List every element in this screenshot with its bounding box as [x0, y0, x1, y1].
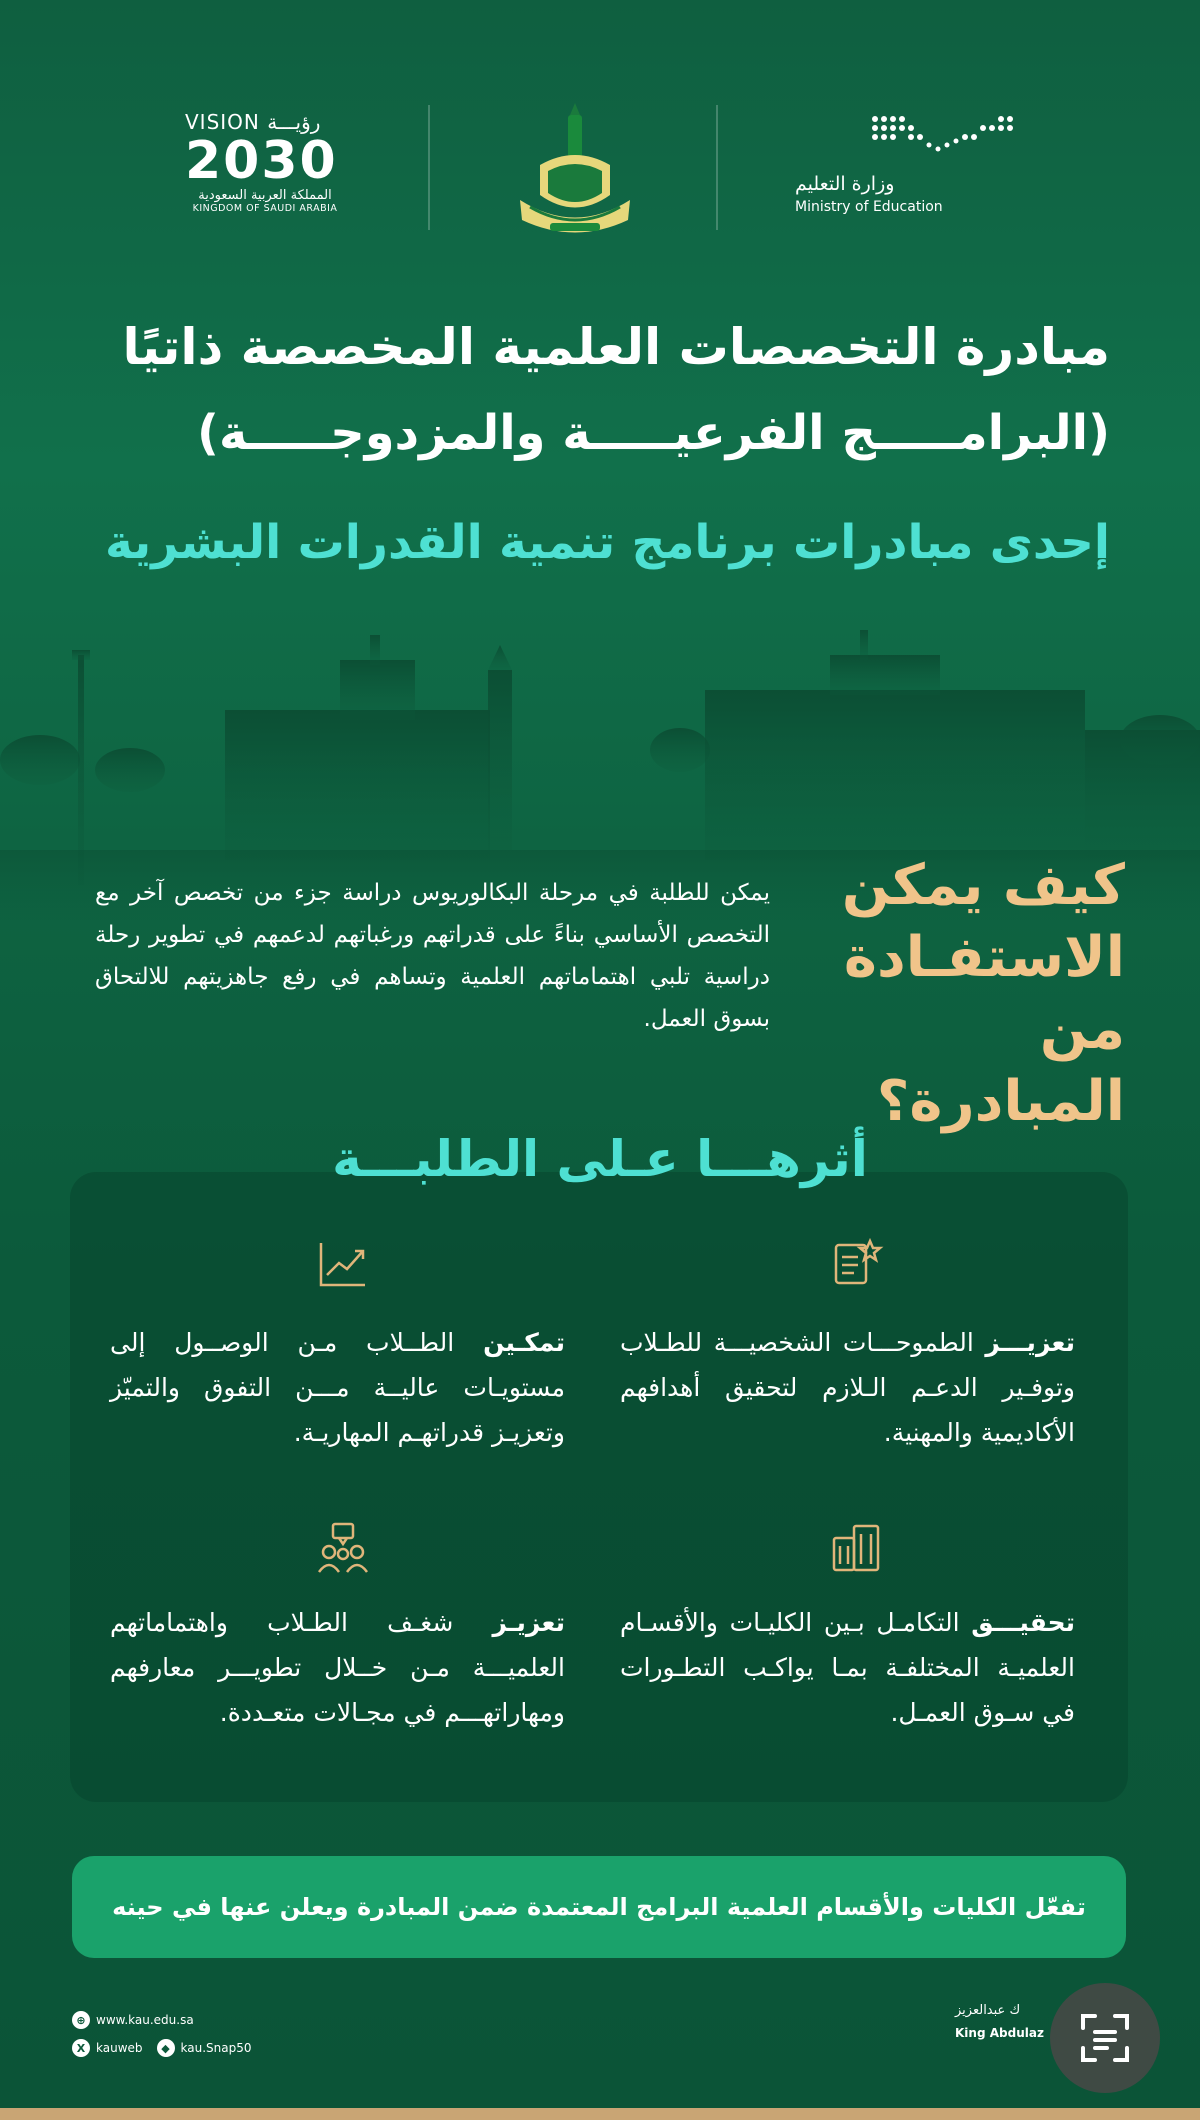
- headline-title: مبادرة التخصصات العلمية المخصصة ذاتيًا: [122, 318, 1110, 376]
- vision-label: VISION رؤيـــة: [185, 110, 321, 134]
- bottom-strip: [0, 2108, 1200, 2120]
- buildings-icon: [828, 1520, 884, 1576]
- effect-item-text: الطــلاب مـن الوصــول إلى مستويـات عاليــة مـــن التفوق والتميّز وتعزيـز قدراتهـم المهاريـة.: [110, 1328, 565, 1447]
- logo-divider: [716, 105, 718, 230]
- note-banner: [72, 1856, 1126, 1958]
- scan-text-button[interactable]: [1050, 1983, 1160, 2093]
- footer-uni-en: King Abdulaz: [955, 2026, 1044, 2040]
- university-emblem: [510, 95, 640, 245]
- program-tagline: إحدى مبادرات برنامج تنمية القدرات البشرية: [105, 515, 1110, 570]
- vision-country-en: KINGDOM OF SAUDI ARABIA: [192, 203, 338, 214]
- trend-chart-icon: [315, 1235, 371, 1291]
- footer: [0, 1995, 1200, 2095]
- how-answer-text: يمكن للطلبة في مرحلة البكالوريوس دراسة جزء من تخصص آخر مع التخصص الأساسي بناءً على قدراتهم ورغباتهم لدعمهم في تطوير رحلة دراسية تلبي اهتماماتهم العلمية وتساهم في رفع جاهزيتهم للالتحاق بسوق العمل.: [95, 880, 770, 1032]
- ministry-dots-icon: [870, 113, 1020, 157]
- website-link[interactable]: [72, 2011, 194, 2029]
- snapchat-icon: ◆: [157, 2039, 175, 2057]
- effect-item-keyword: تحقيـــق: [971, 1608, 1075, 1637]
- how-question-heading: كيف يمكن الاستفـادة من المبادرة؟: [841, 853, 1125, 1134]
- effect-item-keyword: تعزيـز: [492, 1608, 565, 1637]
- effect-item-keyword: تمكـين: [483, 1328, 565, 1357]
- effect-item-text: التكامـل بـين الكليـات والأقسـام العلميـة المختلفـة بمـا يواكـب التطـورات في سـوق العمـل.: [620, 1608, 1075, 1727]
- effect-item: [110, 1600, 565, 1735]
- ministry-name-ar: وزارة التعليم: [795, 173, 895, 195]
- website-text: www.kau.edu.sa: [96, 2013, 194, 2027]
- ministry-of-education-logo: [795, 113, 1025, 215]
- effect-item: [110, 1320, 565, 1455]
- effect-item-text: الطموحـــات الشخصيـــة للطـلاب وتوفـير الدعـم الـلازم لتحقيق أهدافهم الأكاديمية والمهنية.: [620, 1328, 1075, 1447]
- x-icon: X: [72, 2039, 90, 2057]
- logo-divider: [428, 105, 430, 230]
- vision-year: 2030: [185, 131, 338, 191]
- social-links: [72, 2039, 252, 2057]
- ministry-name-en: Ministry of Education: [795, 199, 943, 215]
- effect-item: [620, 1600, 1075, 1735]
- effect-item-text: شغـف الطـلاب واهتماماتهم العلميـــة مـن خــلال تطويـــر معارفهم ومهاراتهـــم في مجـالات متعـددة.: [110, 1608, 565, 1727]
- note-banner-text: تفعّل الكليات والأقسام العلمية البرامج المعتمدة ضمن المبادرة ويعلن عنها في حينه: [112, 1893, 1086, 1921]
- people-icon: [315, 1520, 371, 1576]
- globe-icon: ⊕: [72, 2011, 90, 2029]
- effect-item: [620, 1320, 1075, 1455]
- star-document-icon: [828, 1235, 884, 1291]
- effect-item-keyword: تعزيـــز: [985, 1328, 1075, 1357]
- x-handle[interactable]: kauweb: [96, 2041, 143, 2055]
- scan-text-icon: [1075, 2008, 1135, 2068]
- vision-country-ar: المملكة العربية السعودية: [198, 188, 332, 203]
- effects-heading: أثرهـــا عـلى الطلبـــة: [332, 1130, 868, 1188]
- vision-2030-logo: [185, 110, 365, 214]
- footer-uni-ar: ك عبدالعزيز: [955, 2003, 1021, 2018]
- logos-row: [0, 95, 1200, 245]
- snap-handle[interactable]: kau.Snap50: [180, 2041, 252, 2055]
- headline-subtitle: (البرامـــــج الفرعيـــــة والمزدوجـــــة): [197, 405, 1110, 461]
